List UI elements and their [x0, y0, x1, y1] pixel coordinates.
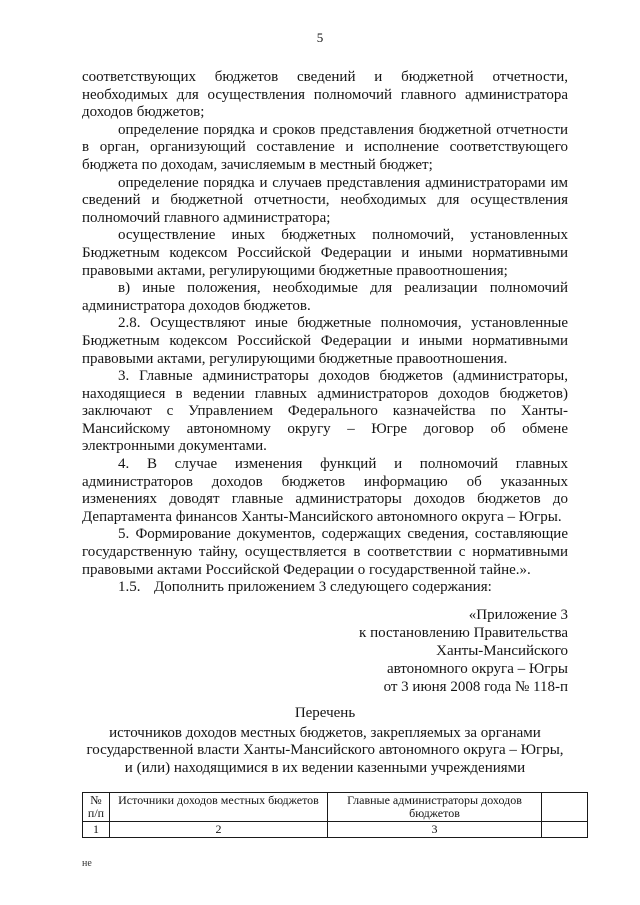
- table-header-cell: Главные администраторы доходов бюджетов: [328, 793, 542, 822]
- item-1-5-number: 1.5.: [118, 579, 141, 596]
- paragraph-1: определение порядка и сроков представления бюджетной отчетности в орган, организующий составление и исполнение соответствующего бюджета по доходам, зачисляемым в местный бюджет;: [82, 121, 568, 173]
- appendix-line-2: к постановлению Правительства: [359, 625, 568, 641]
- table-cell: [542, 822, 588, 838]
- item-1-5-text: Дополнить приложением 3 следующего содержания:: [154, 579, 492, 596]
- sources-table: [82, 792, 588, 838]
- table-row: [83, 822, 588, 838]
- list-title: [62, 705, 588, 777]
- paragraph-4-changes: 4. В случае изменения функций и полномочий главных администраторов доходов бюджетов информацию об указанных изменениях доводят главные администраторы доходов бюджетов до Департамента финансов Ханты-Мансийского автономного округа – Югры.: [82, 456, 568, 525]
- paragraph-3-treasury: 3. Главные администраторы доходов бюджетов (администраторы, находящиеся в ведении главных администраторов доходов бюджетов) заключают с Управлением Федерального казначейства по Ханты-Мансийскому автономному округу – Югре договор об обмене электронными документами.: [82, 368, 568, 455]
- list-title-line-2: государственной власти Ханты-Мансийского автономного округа – Югры,: [86, 742, 564, 759]
- list-title-line-3: и (или) находящимися в их ведении казенными учреждениями: [124, 759, 526, 776]
- table-header-cell: № п/п: [83, 793, 110, 822]
- item-1-5: [82, 579, 568, 597]
- paragraph-2-8: 2.8. Осуществляют иные бюджетные полномочия, установленные Бюджетным кодексом Российской Федерации и иными нормативными правовыми актами, регулирующими бюджетные правоотношения.: [82, 315, 568, 367]
- list-title-line-1: источников доходов местных бюджетов, закрепляемых за органами: [109, 724, 541, 741]
- paragraph-0: соответствующих бюджетов сведений и бюджетной отчетности, необходимых для осуществления полномочий главного администратора доходов бюджетов;: [82, 69, 568, 121]
- table-cell: 1: [83, 822, 110, 838]
- appendix-line-3: Ханты-Мансийского: [436, 643, 568, 659]
- appendix-header: [308, 606, 568, 696]
- paragraph-3: осуществление иных бюджетных полномочий, установленных Бюджетным кодексом Российской Федерации и иными нормативными правовыми актами, регулирующими бюджетные правоотношения;: [82, 227, 568, 279]
- appendix-line-5: от 3 июня 2008 года № 118-п: [383, 679, 568, 695]
- table-header-cell: [542, 793, 588, 822]
- appendix-line-4: автономного округа – Югры: [386, 661, 568, 677]
- list-heading: Перечень: [294, 705, 356, 721]
- table-cell: 2: [110, 822, 328, 838]
- table-cell: 3: [328, 822, 542, 838]
- paragraph-5-secret: 5. Формирование документов, содержащих сведения, составляющие государственную тайну, осуществляется в соответствии с нормативными правовыми актами Российской Федерации о государственной тайне.».: [82, 526, 568, 578]
- document-body: [82, 69, 568, 597]
- table-header-row: [83, 793, 588, 822]
- footer-mark: не: [82, 858, 92, 869]
- appendix-line-1: «Приложение 3: [468, 607, 568, 623]
- table-header-cell: Источники доходов местных бюджетов: [110, 793, 328, 822]
- page-number: 5: [316, 30, 324, 45]
- paragraph-4: в) иные положения, необходимые для реализации полномочий администратора доходов бюджетов.: [82, 280, 568, 314]
- paragraph-2: определение порядка и случаев представления администраторами им сведений и бюджетной отчетности, необходимых для осуществления полномочий главного администратора;: [82, 174, 568, 226]
